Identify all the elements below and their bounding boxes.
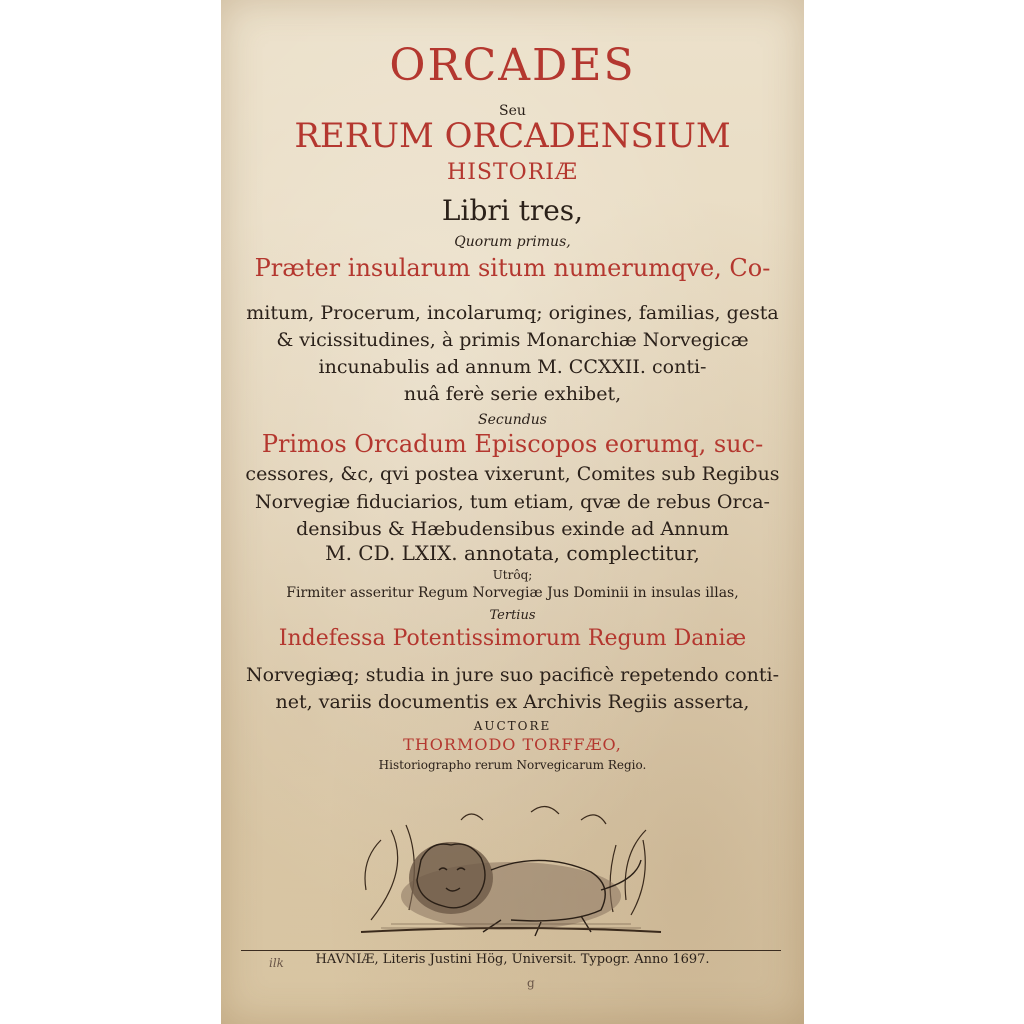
auctore-label: AUCTORE xyxy=(473,719,552,733)
secundus-label: Secundus xyxy=(478,412,547,428)
tertius-line: net, variis documentis ex Archivis Regiis asserta, xyxy=(275,691,750,713)
handwritten-mark: g xyxy=(527,976,535,990)
primus-line: & vicissitudines, à primis Monarchiæ Norvegicæ xyxy=(276,329,749,351)
lion-vignette-icon xyxy=(351,800,671,940)
imprint-line: HAVNIÆ, Literis Justini Hög, Universit. Typogr. Anno 1697. xyxy=(315,952,710,967)
primus-line: incunabulis ad annum M. CCXXII. conti- xyxy=(318,356,707,378)
book-subtitle: RERUM ORCADENSIUM xyxy=(294,116,731,156)
primus-line: mitum, Procerum, incolarumq; origines, familias, gesta xyxy=(246,302,779,324)
tertius-line: Indefessa Potentissimorum Regum Daniæ xyxy=(278,626,747,651)
book-title: ORCADES xyxy=(389,40,636,91)
primus-line: nuâ ferè serie exhibet, xyxy=(403,383,622,405)
author-title: Historiographo rerum Norvegicarum Regio. xyxy=(378,758,647,772)
historiae-heading: HISTORIÆ xyxy=(447,160,578,185)
primus-line: Præter insularum situm numerumqve, Co- xyxy=(254,254,771,282)
tertius-label: Tertius xyxy=(489,608,536,623)
imprint-rule xyxy=(241,950,781,951)
secundus-line: cessores, &c, qvi postea vixerunt, Comites sub Regibus xyxy=(245,463,780,485)
quorum-primus: Quorum primus, xyxy=(454,234,571,250)
utroq-label: Utrôq; xyxy=(492,568,533,582)
firmiter-line: Firmiter asseritur Regum Norvegiæ Jus Dominii in insulas illas, xyxy=(286,585,739,601)
tertius-line: Norvegiæq; studia in jure suo pacificè repetendo conti- xyxy=(245,664,780,686)
title-connector: Seu xyxy=(499,103,526,119)
secundus-line: densibus & Hæbudensibus exinde ad Annum xyxy=(296,518,729,540)
secundus-line: Norvegiæ fiduciarios, tum etiam, qvæ de rebus Orca- xyxy=(255,491,770,513)
title-page xyxy=(221,0,804,1024)
secundus-line: Primos Orcadum Episcopos eorumq, suc- xyxy=(261,430,764,458)
secundus-line: M. CD. LXIX. annotata, complectitur, xyxy=(325,541,700,565)
author-name: THORMODO TORFFÆO, xyxy=(403,735,622,754)
libri-tres: Libri tres, xyxy=(441,194,584,227)
handwritten-mark: ilk xyxy=(269,956,284,970)
